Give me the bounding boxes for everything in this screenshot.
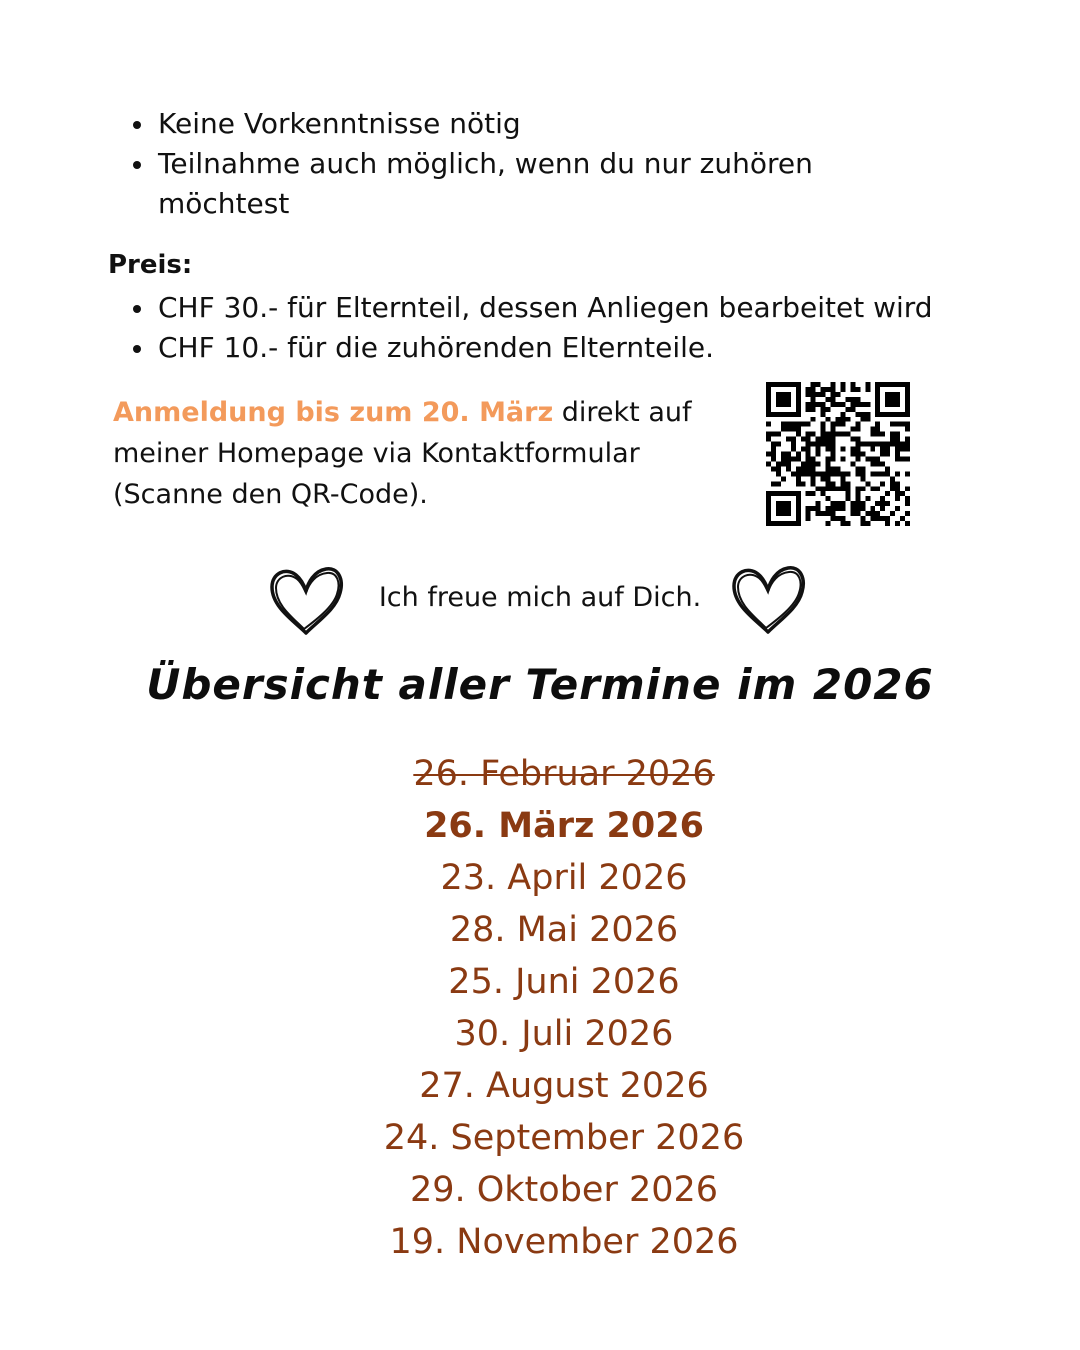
signup-text: [113, 392, 733, 515]
date-item: 28. Mai 2026: [449, 910, 679, 950]
signup-deadline: Anmeldung bis zum 20. März: [113, 397, 554, 428]
price-item: CHF 30.- für Elternteil, dessen Anliegen bearbeitet wird: [128, 288, 1028, 328]
price-list: [128, 288, 1028, 368]
date-item: 25. Juni 2026: [448, 962, 680, 1002]
schedule-heading: Übersicht aller Termine im 2026: [146, 660, 934, 709]
date-item: 30. Juli 2026: [454, 1014, 674, 1054]
date-item: 27. August 2026: [419, 1066, 709, 1106]
intro-list: [128, 104, 888, 224]
price-heading: Preis:: [108, 250, 193, 280]
price-item: CHF 10.- für die zuhörenden Elternteile.: [128, 328, 1028, 368]
date-list: [0, 748, 1080, 1268]
qr-code-icon[interactable]: [766, 382, 910, 526]
intro-item: Teilnahme auch möglich, wenn du nur zuhören möchtest: [128, 144, 888, 224]
greeting-text: Ich freue mich auf Dich.: [378, 582, 702, 613]
date-item: 19. November 2026: [389, 1222, 739, 1262]
signup-instructions: direkt auf meiner Homepage via Kontaktformular (Scanne den QR-Code).: [113, 397, 692, 510]
date-item-past: 26. Februar 2026: [413, 754, 715, 794]
date-item: 23. April 2026: [440, 858, 688, 898]
date-item-next: 26. März 2026: [424, 806, 704, 846]
date-item: 29. Oktober 2026: [409, 1170, 719, 1210]
date-item: 24. September 2026: [383, 1118, 745, 1158]
intro-item: Keine Vorkenntnisse nötig: [128, 104, 888, 144]
